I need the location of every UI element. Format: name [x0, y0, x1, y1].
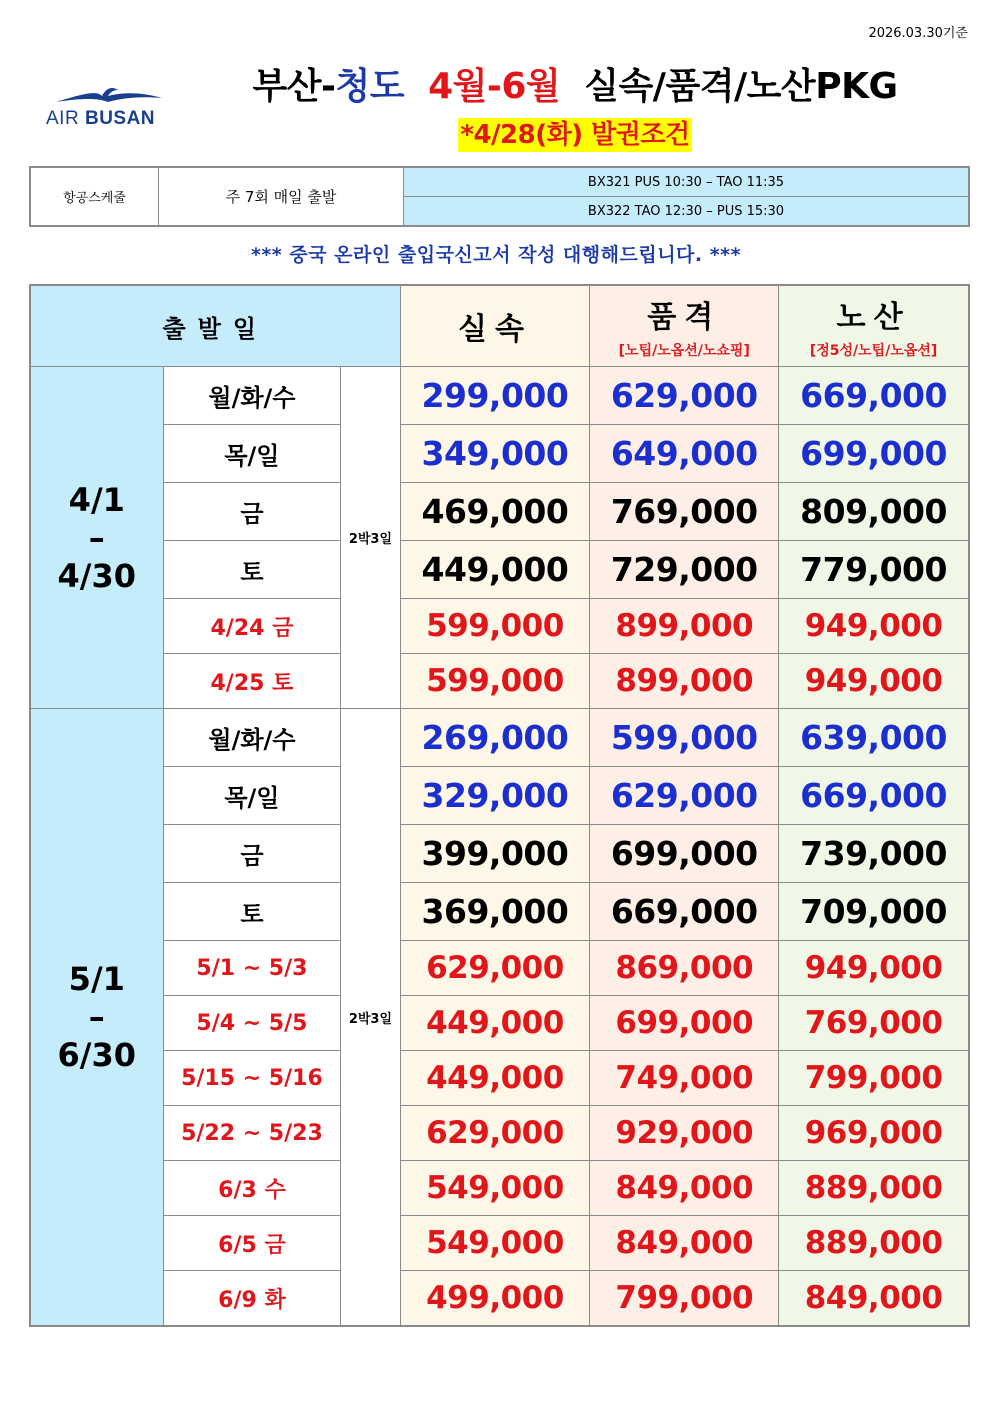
price-no-tip: 709,000	[779, 883, 969, 941]
departure-day: 목/일	[163, 425, 341, 483]
departure-day: 목/일	[163, 767, 341, 825]
price-premium: 699,000	[590, 825, 779, 883]
price-premium: 869,000	[590, 941, 779, 996]
period-range: 5/1 – 6/30	[30, 709, 163, 1327]
price-premium: 899,000	[590, 654, 779, 709]
price-basic: 599,000	[400, 654, 590, 709]
price-no-tip: 769,000	[779, 996, 969, 1051]
price-row	[30, 599, 969, 654]
header-col-basic: 실속	[400, 285, 590, 367]
flight-schedule-table	[29, 166, 970, 227]
price-no-tip: 639,000	[779, 709, 969, 767]
schedule-label: 항공스케줄	[30, 167, 159, 226]
price-no-tip: 669,000	[779, 767, 969, 825]
price-no-tip: 669,000	[779, 367, 969, 425]
trip-duration: 2박3일	[341, 367, 400, 709]
schedule-frequency: 주 7회 매일 출발	[159, 167, 404, 226]
price-premium: 749,000	[590, 1051, 779, 1106]
price-no-tip: 949,000	[779, 599, 969, 654]
trip-duration: 2박3일	[341, 709, 400, 1327]
price-premium: 669,000	[590, 883, 779, 941]
price-row	[30, 883, 969, 941]
price-premium: 899,000	[590, 599, 779, 654]
price-basic: 349,000	[400, 425, 590, 483]
price-no-tip: 809,000	[779, 483, 969, 541]
title-destination: 청도	[335, 66, 404, 107]
price-basic: 549,000	[400, 1216, 590, 1271]
price-row	[30, 483, 969, 541]
price-basic: 329,000	[400, 767, 590, 825]
price-no-tip: 849,000	[779, 1271, 969, 1327]
departure-day: 토	[163, 541, 341, 599]
price-no-tip: 949,000	[779, 941, 969, 996]
price-no-tip: 799,000	[779, 1051, 969, 1106]
price-basic: 629,000	[400, 1106, 590, 1161]
page-title	[180, 58, 970, 109]
price-row	[30, 1106, 969, 1161]
departure-day: 6/3 수	[163, 1161, 341, 1216]
header-col-no-tip: 노산 [정5성/노팁/노옵션]	[779, 285, 969, 367]
price-basic: 599,000	[400, 599, 590, 654]
price-premium: 799,000	[590, 1271, 779, 1327]
price-premium: 929,000	[590, 1106, 779, 1161]
price-no-tip: 739,000	[779, 825, 969, 883]
price-premium: 699,000	[590, 996, 779, 1051]
notice-banner: *** 중국 온라인 출입국신고서 작성 대행해드립니다. ***	[250, 244, 742, 266]
departure-day: 4/24 금	[163, 599, 341, 654]
price-basic: 269,000	[400, 709, 590, 767]
price-basic: 449,000	[400, 541, 590, 599]
price-row	[30, 425, 969, 483]
price-premium: 629,000	[590, 367, 779, 425]
price-basic: 299,000	[400, 367, 590, 425]
price-no-tip: 969,000	[779, 1106, 969, 1161]
departure-day: 월/화/수	[163, 367, 341, 425]
price-basic: 449,000	[400, 1051, 590, 1106]
price-table	[29, 284, 970, 1327]
price-row	[30, 1271, 969, 1327]
reference-date: 2026.03.30기준	[868, 26, 968, 41]
departure-day: 토	[163, 883, 341, 941]
ticketing-condition: *4/28(화) 발권조건	[460, 120, 690, 150]
title-origin: 부산-	[252, 66, 336, 107]
price-basic: 369,000	[400, 883, 590, 941]
departure-day: 6/5 금	[163, 1216, 341, 1271]
price-basic: 549,000	[400, 1161, 590, 1216]
departure-day: 6/9 화	[163, 1271, 341, 1327]
price-no-tip: 949,000	[779, 654, 969, 709]
price-no-tip: 779,000	[779, 541, 969, 599]
title-months: 4월-6월	[428, 66, 561, 107]
price-no-tip: 699,000	[779, 425, 969, 483]
header-col-premium: 품격 [노팁/노옵션/노쇼핑]	[590, 285, 779, 367]
price-premium: 649,000	[590, 425, 779, 483]
price-basic: 469,000	[400, 483, 590, 541]
price-premium: 849,000	[590, 1216, 779, 1271]
price-row	[30, 767, 969, 825]
departure-day: 4/25 토	[163, 654, 341, 709]
price-premium: 849,000	[590, 1161, 779, 1216]
price-no-tip: 889,000	[779, 1216, 969, 1271]
price-basic: 499,000	[400, 1271, 590, 1327]
price-basic: 629,000	[400, 941, 590, 996]
period-range: 4/1 – 4/30	[30, 367, 163, 709]
price-premium: 599,000	[590, 709, 779, 767]
price-row	[30, 1051, 969, 1106]
departure-day: 5/4 ~ 5/5	[163, 996, 341, 1051]
price-basic: 449,000	[400, 996, 590, 1051]
departure-day: 금	[163, 825, 341, 883]
price-row	[30, 996, 969, 1051]
departure-day: 5/22 ~ 5/23	[163, 1106, 341, 1161]
title-products: 실속/품격/노산PKG	[584, 66, 898, 107]
departure-day: 5/15 ~ 5/16	[163, 1051, 341, 1106]
price-premium: 729,000	[590, 541, 779, 599]
price-no-tip: 889,000	[779, 1161, 969, 1216]
price-row	[30, 1161, 969, 1216]
header-departure-date: 출발일	[30, 285, 400, 367]
air-busan-logo: AIR BUSAN	[46, 84, 166, 130]
price-basic: 399,000	[400, 825, 590, 883]
price-premium: 629,000	[590, 767, 779, 825]
price-premium: 769,000	[590, 483, 779, 541]
outbound-flight: BX321 PUS 10:30 – TAO 11:35	[404, 167, 970, 197]
bird-logo-icon	[52, 84, 164, 106]
price-row	[30, 541, 969, 599]
price-row	[30, 654, 969, 709]
price-row	[30, 1216, 969, 1271]
departure-day: 금	[163, 483, 341, 541]
price-row	[30, 367, 969, 425]
price-row	[30, 941, 969, 996]
departure-day: 월/화/수	[163, 709, 341, 767]
price-row	[30, 825, 969, 883]
price-row	[30, 709, 969, 767]
return-flight: BX322 TAO 12:30 – PUS 15:30	[404, 197, 970, 227]
departure-day: 5/1 ~ 5/3	[163, 941, 341, 996]
